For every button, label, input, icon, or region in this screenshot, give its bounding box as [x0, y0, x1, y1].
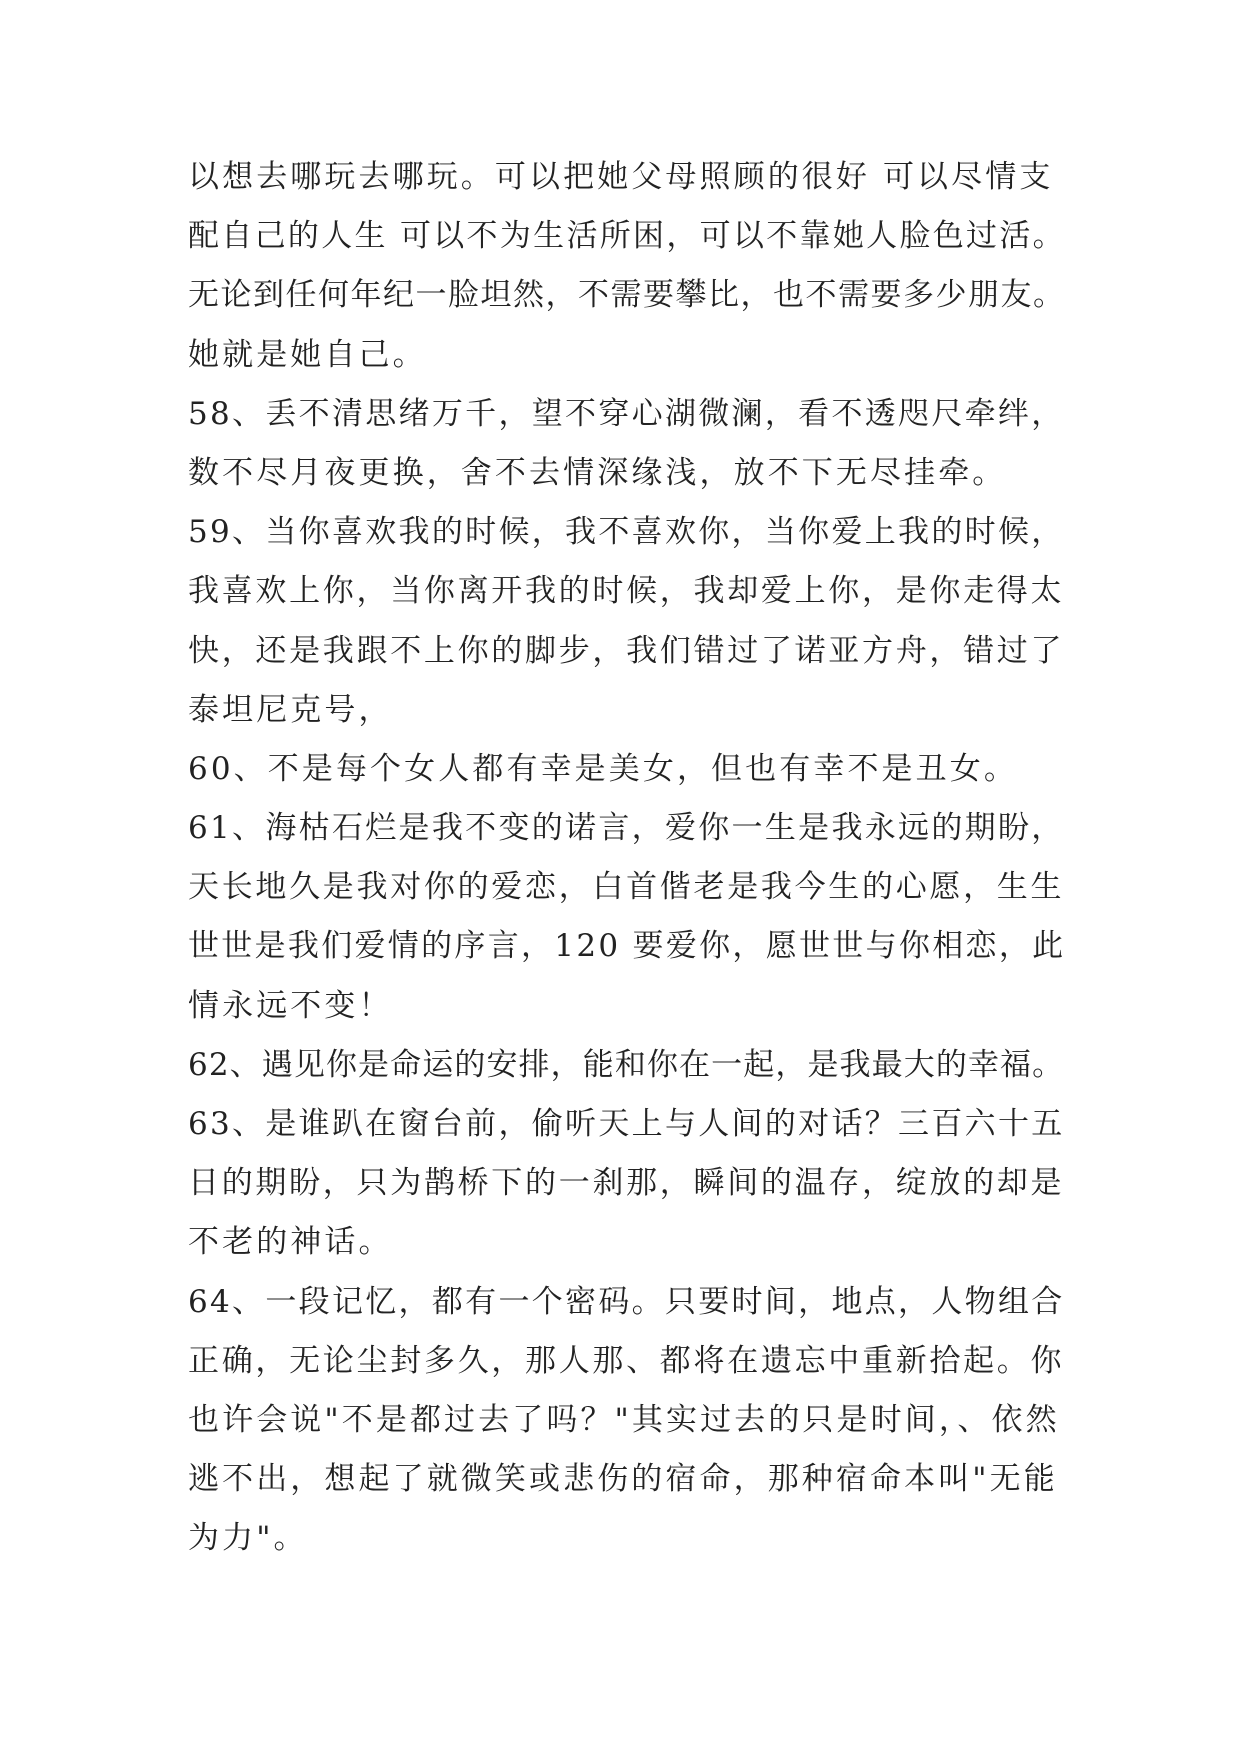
text-line: 我喜欢上你，当你离开我的时候，我却爱上你，是你走得太 — [188, 573, 1065, 610]
body-text — [188, 148, 1068, 1569]
text-line: 62、遇见你是命运的安排，能和你在一起，是我最大的幸福。 — [188, 1046, 1065, 1083]
text-line: 也许会说"不是都过去了吗？"其实过去的只是时间，、依然 — [188, 1401, 1060, 1438]
text-line: 无论到任何年纪一脸坦然，不需要攀比，也不需要多少朋友。 — [188, 277, 1066, 314]
text-line: 世世是我们爱情的序言，120 要爱你，愿世世与你相恋，此 — [188, 928, 1066, 965]
text-line: 63、是谁趴在窗台前，偷听天上与人间的对话？三百六十五 — [188, 1106, 1065, 1142]
text-line: 数不尽月夜更换，舍不去情深缘浅，放不下无尽挂牵。 — [188, 454, 1007, 491]
text-line: 正确，无论尘封多久，那人那、都将在遗忘中重新拾起。你 — [188, 1342, 1065, 1379]
text-line: 59、当你喜欢我的时候，我不喜欢你，当你爱上我的时候， — [188, 514, 1065, 551]
text-line: 不老的神话。 — [188, 1224, 393, 1261]
text-line: 以想去哪玩去哪玩。可以把她父母照顾的很好 可以尽情支 — [188, 159, 1054, 195]
text-line: 为力"。 — [188, 1520, 308, 1557]
text-line: 61、海枯石烂是我不变的诺言，爱你一生是我永远的期盼， — [188, 810, 1065, 847]
text-line: 日的期盼，只为鹊桥下的一刹那，瞬间的温存，绽放的却是 — [188, 1165, 1065, 1202]
text-line: 她就是她自己。 — [188, 336, 427, 373]
text-line: 58、丢不清思绪万千，望不穿心湖微澜，看不透咫尺牵绊， — [188, 395, 1065, 432]
text-line: 逃不出，想起了就微笑或悲伤的宿命，那种宿命本叫"无能 — [188, 1461, 1058, 1498]
text-line: 快，还是我跟不上你的脚步，我们错过了诺亚方舟，错过了 — [188, 632, 1065, 669]
text-line: 泰坦尼克号， — [188, 691, 393, 728]
text-line: 64、一段记忆，都有一个密码。只要时间，地点，人物组合 — [188, 1283, 1065, 1320]
text-line: 情永远不变！ — [188, 987, 393, 1024]
text-line: 天长地久是我对你的爱恋，白首偕老是我今生的心愿，生生 — [188, 869, 1065, 906]
text-line: 60、不是每个女人都有幸是美女，但也有幸不是丑女。 — [188, 750, 1018, 787]
text-line: 配自己的人生 可以不为生活所困，可以不靠她人脸色过活。 — [188, 218, 1066, 255]
